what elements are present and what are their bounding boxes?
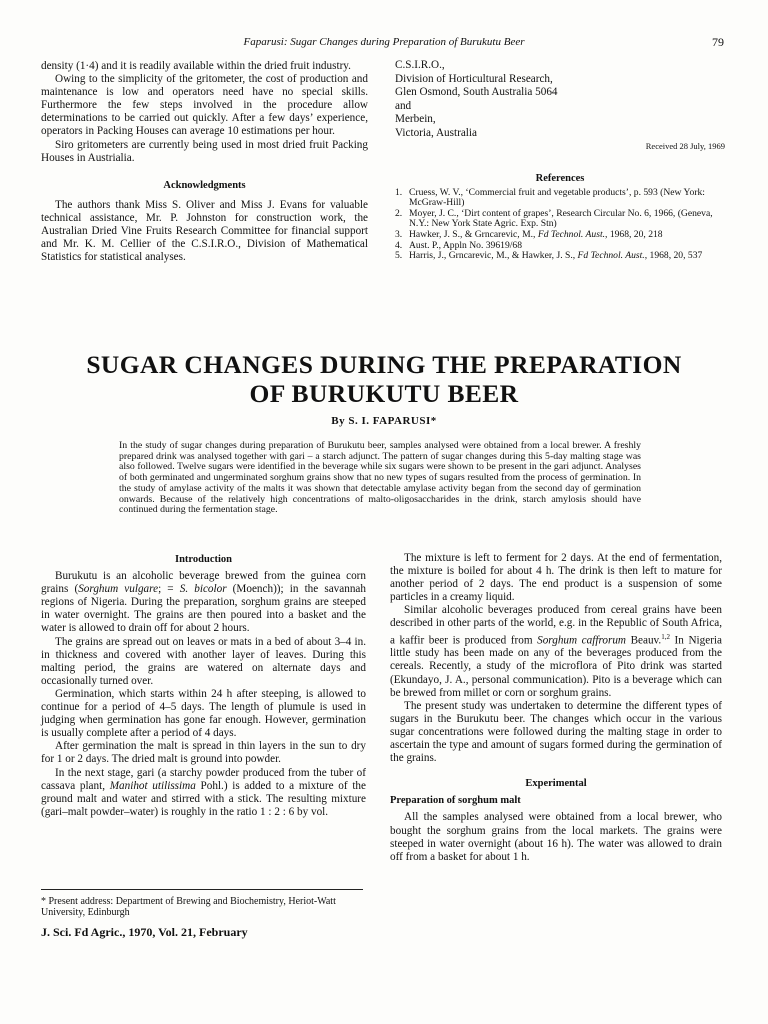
paragraph: Similar alcoholic beverages produced from cereal grains have been described in other parts of the world, e.g. in the Republic of South Africa, a kaffir beer is produced from Sorghum caffrorum Beauv.$^{1,2}$ In Nigeria little study has been made on any of the beverages produced from the cereals. Recently, a study of the microflora of Pito drink was started (Ekundayo, J. A., personal communication). Pito is a beverage which can be brewed from millet or corn or sorghum grains. [390,604,722,699]
experimental-heading: Experimental [525,778,587,790]
reference-item: 1. Cruess, W. V., ‘Commercial fruit and vegetable products’, p. 593 (New York: McGraw-Hill) [395,186,705,209]
paragraph: In the next stage, gari (a starchy powder produced from the tuber of cassava plant, Manihot utilissima Pohl.) is added to a mixture of the ground malt and water and stirred with a stick. The resulting mixture (gari–malt powder–water) is roughly in the ratio 1 : 2 : 6 by vol. [41,766,366,818]
author-address: C.S.I.R.O., Division of Horticultural Research, Glen Osmond, South Australia 5064 and Merbein, Victoria, Australia [395,59,558,139]
journal-citation: J. Sci. Fd Agric., 1970, Vol. 21, February [41,925,248,939]
page-number: 79 [712,35,724,49]
article-title: SUGAR CHANGES DURING THE PREPARATION OF BURUKUTU BEER [86,350,682,408]
previous-article-right-column [395,59,725,262]
abstract: In the study of sugar changes during preparation of Burukutu beer, samples analysed were obtained from a local brewer. A freshly prepared drink was analysed together with gari – a starch adjunct. The pattern of sugar changes during this 5-day malting stage was also followed. Twelve sugars were identified in the beverage while six sugars were shown to be present in the gari adjunct. Analyses of both germinated and ungerminated sorghum grains show that no new types of sugars resulted from the process of germination. In the study of amylase activity of the malts it was shown that detectable amylase activity began from the second day of germination onwards. Because of the relatively high concentrations of malto-oligosaccharides in the drink, starch amylosis should have continued during the fermentation stage. [119,440,641,516]
paragraph: Germination, which starts within 24 h after steeping, is allowed to continue for a period of 4–5 days. The length of plumule is used in judging when germination has gone far enough. However, germination is usually complete after a period of 4 days. [41,687,366,740]
reference-item: 4. Aust. P., Appln No. 39619/68 [395,239,523,251]
reference-item: 5. Harris, J., Grncarevic, M., & Hawker, J. S., Fd Technol. Aust., 1968, 20, 537 [395,250,703,262]
preparation-subheading: Preparation of sorghum malt [390,795,521,807]
paragraph: Burukutu is an alcoholic beverage brewed from the guinea corn grains (Sorghum vulgare; = S. bicolor (Moench)); in the savannah regions of Nigeria. During the preparation, sorghum grains are steeped in water overnight. The grains are then poured into a basket and the water is allowed to drain off for about 2 hours. [41,570,366,635]
paragraph: The present study was undertaken to determine the different types of sugars in the Burukutu beer. The changes which occur in the various sugar concentrations were followed during the malting stage in order to ascertain the type and amount of sugars formed during the germination of the grains. [390,699,722,765]
paragraph: The grains are spread out on leaves or mats in a bed of about 3–4 in. in thickness and covered with another layer of leaves. During this malting period, the grains are watered on alternate days and occasionally turned over. [41,635,366,687]
article-right-column [390,552,722,864]
acknowledgments-text: The authors thank Miss S. Oliver and Miss J. Evans for valuable technical assistance, Mr. P. Johnston for construction work, the Australian Dried Vine Fruits Research Committee for financial support and Mr. K. M. Cellier of the C.S.I.R.O., Division of Mathematical Statistics for statistical analyses. [41,198,368,264]
references-list [395,188,725,262]
footnote-rule [41,889,363,890]
article-left-column [41,553,366,819]
footnote: * Present address: Department of Brewing and Biochemistry, Heriot-Watt University, Edinburgh [41,896,336,918]
paragraph: After germination the malt is spread in thin layers in the sun to dry for 1 or 2 days. The dried malt is ground into powder. [41,740,366,766]
received-date: Received 28 July, 1969 [645,140,725,151]
reference-item: 2. Moyer, J. C., ‘Dirt content of grapes’, Research Circular No. 6, 1966, (Geneva, N.Y.: New York State Agric. Exp. Stn) [395,207,713,230]
references-heading: References [535,172,585,184]
reference-item: 3. Hawker, J. S., & Grncarevic, M., Fd Technol. Aust., 1968, 20, 218 [395,228,663,240]
paragraph: Owing to the simplicity of the gritometer, the cost of production and maintenance is low and operators need have no special skills. Furthermore the few steps involved in the procedure allow determinations to be carried out quickly. After a few days’ experience, operators in Packing Houses can average 10 estimations per hour. [41,73,368,138]
acknowledgments-heading: Acknowledgments [163,179,246,191]
introduction-heading: Introduction [175,554,232,565]
paragraph: Siro gritometers are currently being used in most dried fruit Packing Houses in Austrialia. [41,138,368,164]
paragraph: All the samples analysed were obtained from a local brewer, who bought the sorghum grains from the local markets. The grains were steeped in water overnight (about 16 h). The water was allowed to drain off from a basket for about 1 h. [390,811,722,863]
article-author: By S. I. FAPARUSI* [331,415,437,427]
previous-article-left-column [41,60,368,264]
paragraph: The mixture is left to ferment for 2 days. At the end of fermentation, the mixture is boiled for about 4 h. The drink is then left to mature for another period of 2 days. The end product is a suspension of some particles in a creamy liquid. [390,552,722,604]
running-head: Faparusi: Sugar Changes during Preparation of Burukutu Beer [243,36,525,48]
paragraph: density (1·4) and it is readily available within the dried fruit industry. [41,60,351,72]
